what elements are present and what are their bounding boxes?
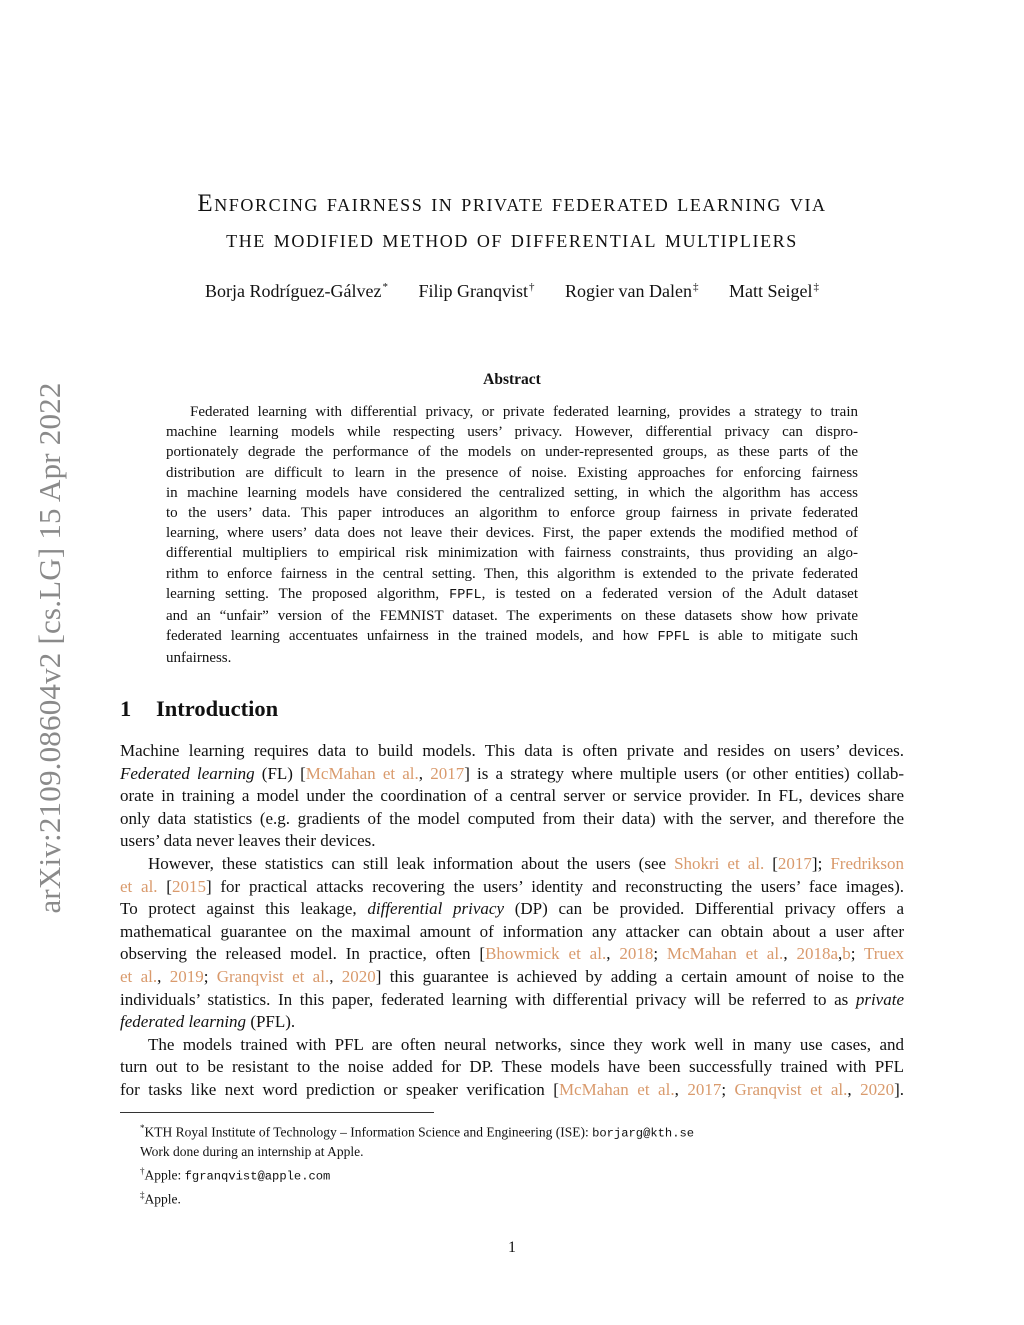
algorithm-name: FPFL [657,630,690,646]
footnote-continuation: Work done during an internship at Apple. [140,1144,364,1160]
citation-link[interactable]: et al. [120,966,158,986]
section-heading: 1 Introduction [120,696,279,721]
citation-link[interactable]: 2017 [430,763,465,783]
citation-link[interactable]: McMahan et al. [305,763,419,783]
citation-link[interactable]: Granqvist et al. [216,966,330,986]
citation-link[interactable]: 2020 [341,966,376,986]
author: Borja Rodríguez-Gálvez* [205,281,388,301]
citation-link[interactable]: b [842,944,851,964]
citation-link[interactable]: Granqvist et al. [734,1079,848,1099]
abstract-body: Federated learning with differential privacy, or private federated learning, provides a strategy to train machine learning models while respecting users’ privacy. However, differential privacy can dispro- portionately degrade the performance of the models on under-represented groups, as these parts of the distribution are difficult to learn in the presence of noise. Existing approaches for enforcing fairness in machine learning models have considered the centralized setting, in which the algorithm has access to the users’ data. This paper introduces an algorithm to enforce group fairness in private federated learning, where users’ data does not leave their devices. First, the paper extends the modified method of differential multipliers to empirical risk minimization with fairness constraints, thus providing an algo- rithm to enforce fairness in the central setting. Then, this algorithm is extended to the private federated learning setting. The proposed algorithm, FPFL, is tested on a federated version of the Adult dataset and an “unfair” version of the FEMNIST dataset. The experiments on these datasets show how private federated learning accentuates unfairness in the trained models, and how FPFL is able to mitigate such unfairness. [166,404,859,667]
author: Rogier van Dalen‡ [564,281,699,301]
footnote-rule [120,1112,434,1113]
citation-link[interactable]: 2017 [687,1079,722,1099]
citation-link[interactable]: 2017 [777,853,812,873]
paper-title [100,186,924,258]
citation-link[interactable]: 2018a [796,944,838,964]
email-link[interactable]: fgranqvist@apple.com [184,1169,331,1184]
algorithm-name: FPFL [449,587,482,603]
citation-link[interactable]: 2015 [171,876,206,896]
author: Filip Granqvist† [418,281,535,301]
citation-link[interactable]: McMahan et al. [558,1079,675,1099]
title-line-2: the modified method of differential multipliers [226,226,798,253]
citation-link[interactable]: 2018 [619,944,654,964]
citation-link[interactable]: 2019 [169,966,204,986]
footnote: †Apple: fgranqvist@apple.com [140,1165,331,1184]
author: Matt Seigel‡ [728,281,819,301]
citation-link[interactable]: 2020 [860,1079,895,1099]
abstract-heading: Abstract [483,371,541,388]
title-line-1: Enforcing fairness in private federated learning via [197,190,827,217]
citation-link[interactable]: McMahan et al. [666,944,784,964]
introduction-text: Machine learning requires data to build models. This data is often private and resides on users’ devices. Federated learning (FL) [McMahan et al., 2017] is a strategy where multiple users (or other entities) collab- orate in training a model under the coordination of a central server or service provider. In FL, devices share only data statistics (e.g. gradients of the model computed from their data) with the server, and therefore the users’ data never leaves their devices. However, these statistics can still leak information about the users (see Shokri et al. [2017]; Fredrikson et al. [2015] for practical attacks recovering the users’ identity and reconstructing the users’ face images). To protect against this leakage, differential privacy (DP) can be provided. Differential privacy offers a mathematical guarantee on the maximal amount of information any attacker can obtain about a user after observing the released model. In practice, often [Bhowmick et al., 2018; McMahan et al., 2018a,b; Truex et al., 2019; Granqvist et al., 2020] this guarantee is achieved by adding a certain amount of noise to the individuals’ statistics. In this paper, federated learning with differential privacy will be referred to as private federated learning (PFL). The models trained with PFL are often neural networks, since they work well in many use cases, and turn out to be resistant to the noise added for DP. These models have been successfully trained with PFL for tasks like next word prediction or speaker verification [McMahan et al., 2017; Granqvist et al., 2020]. [120,741,905,1099]
citation-link[interactable]: Fredrikson [830,853,904,873]
footnotes [120,1119,904,1209]
citation-link[interactable]: Shokri et al. [674,853,765,873]
author-list [100,281,924,302]
citation-link[interactable]: et al. [120,876,158,896]
footnote: ‡Apple. [140,1189,181,1207]
email-link[interactable]: borjarg@kth.se [592,1126,695,1141]
footnote: *KTH Royal Institute of Technology – Information Science and Engineering (ISE): borjarg@kth.se [140,1123,695,1141]
citation-link[interactable]: Truex [864,944,905,964]
arxiv-stamp: arXiv:2109.08604v2 [cs.LG] 15 Apr 2022 [32,382,67,914]
citation-link[interactable]: Bhowmick et al. [485,944,607,964]
page-number: 1 [508,1239,516,1256]
